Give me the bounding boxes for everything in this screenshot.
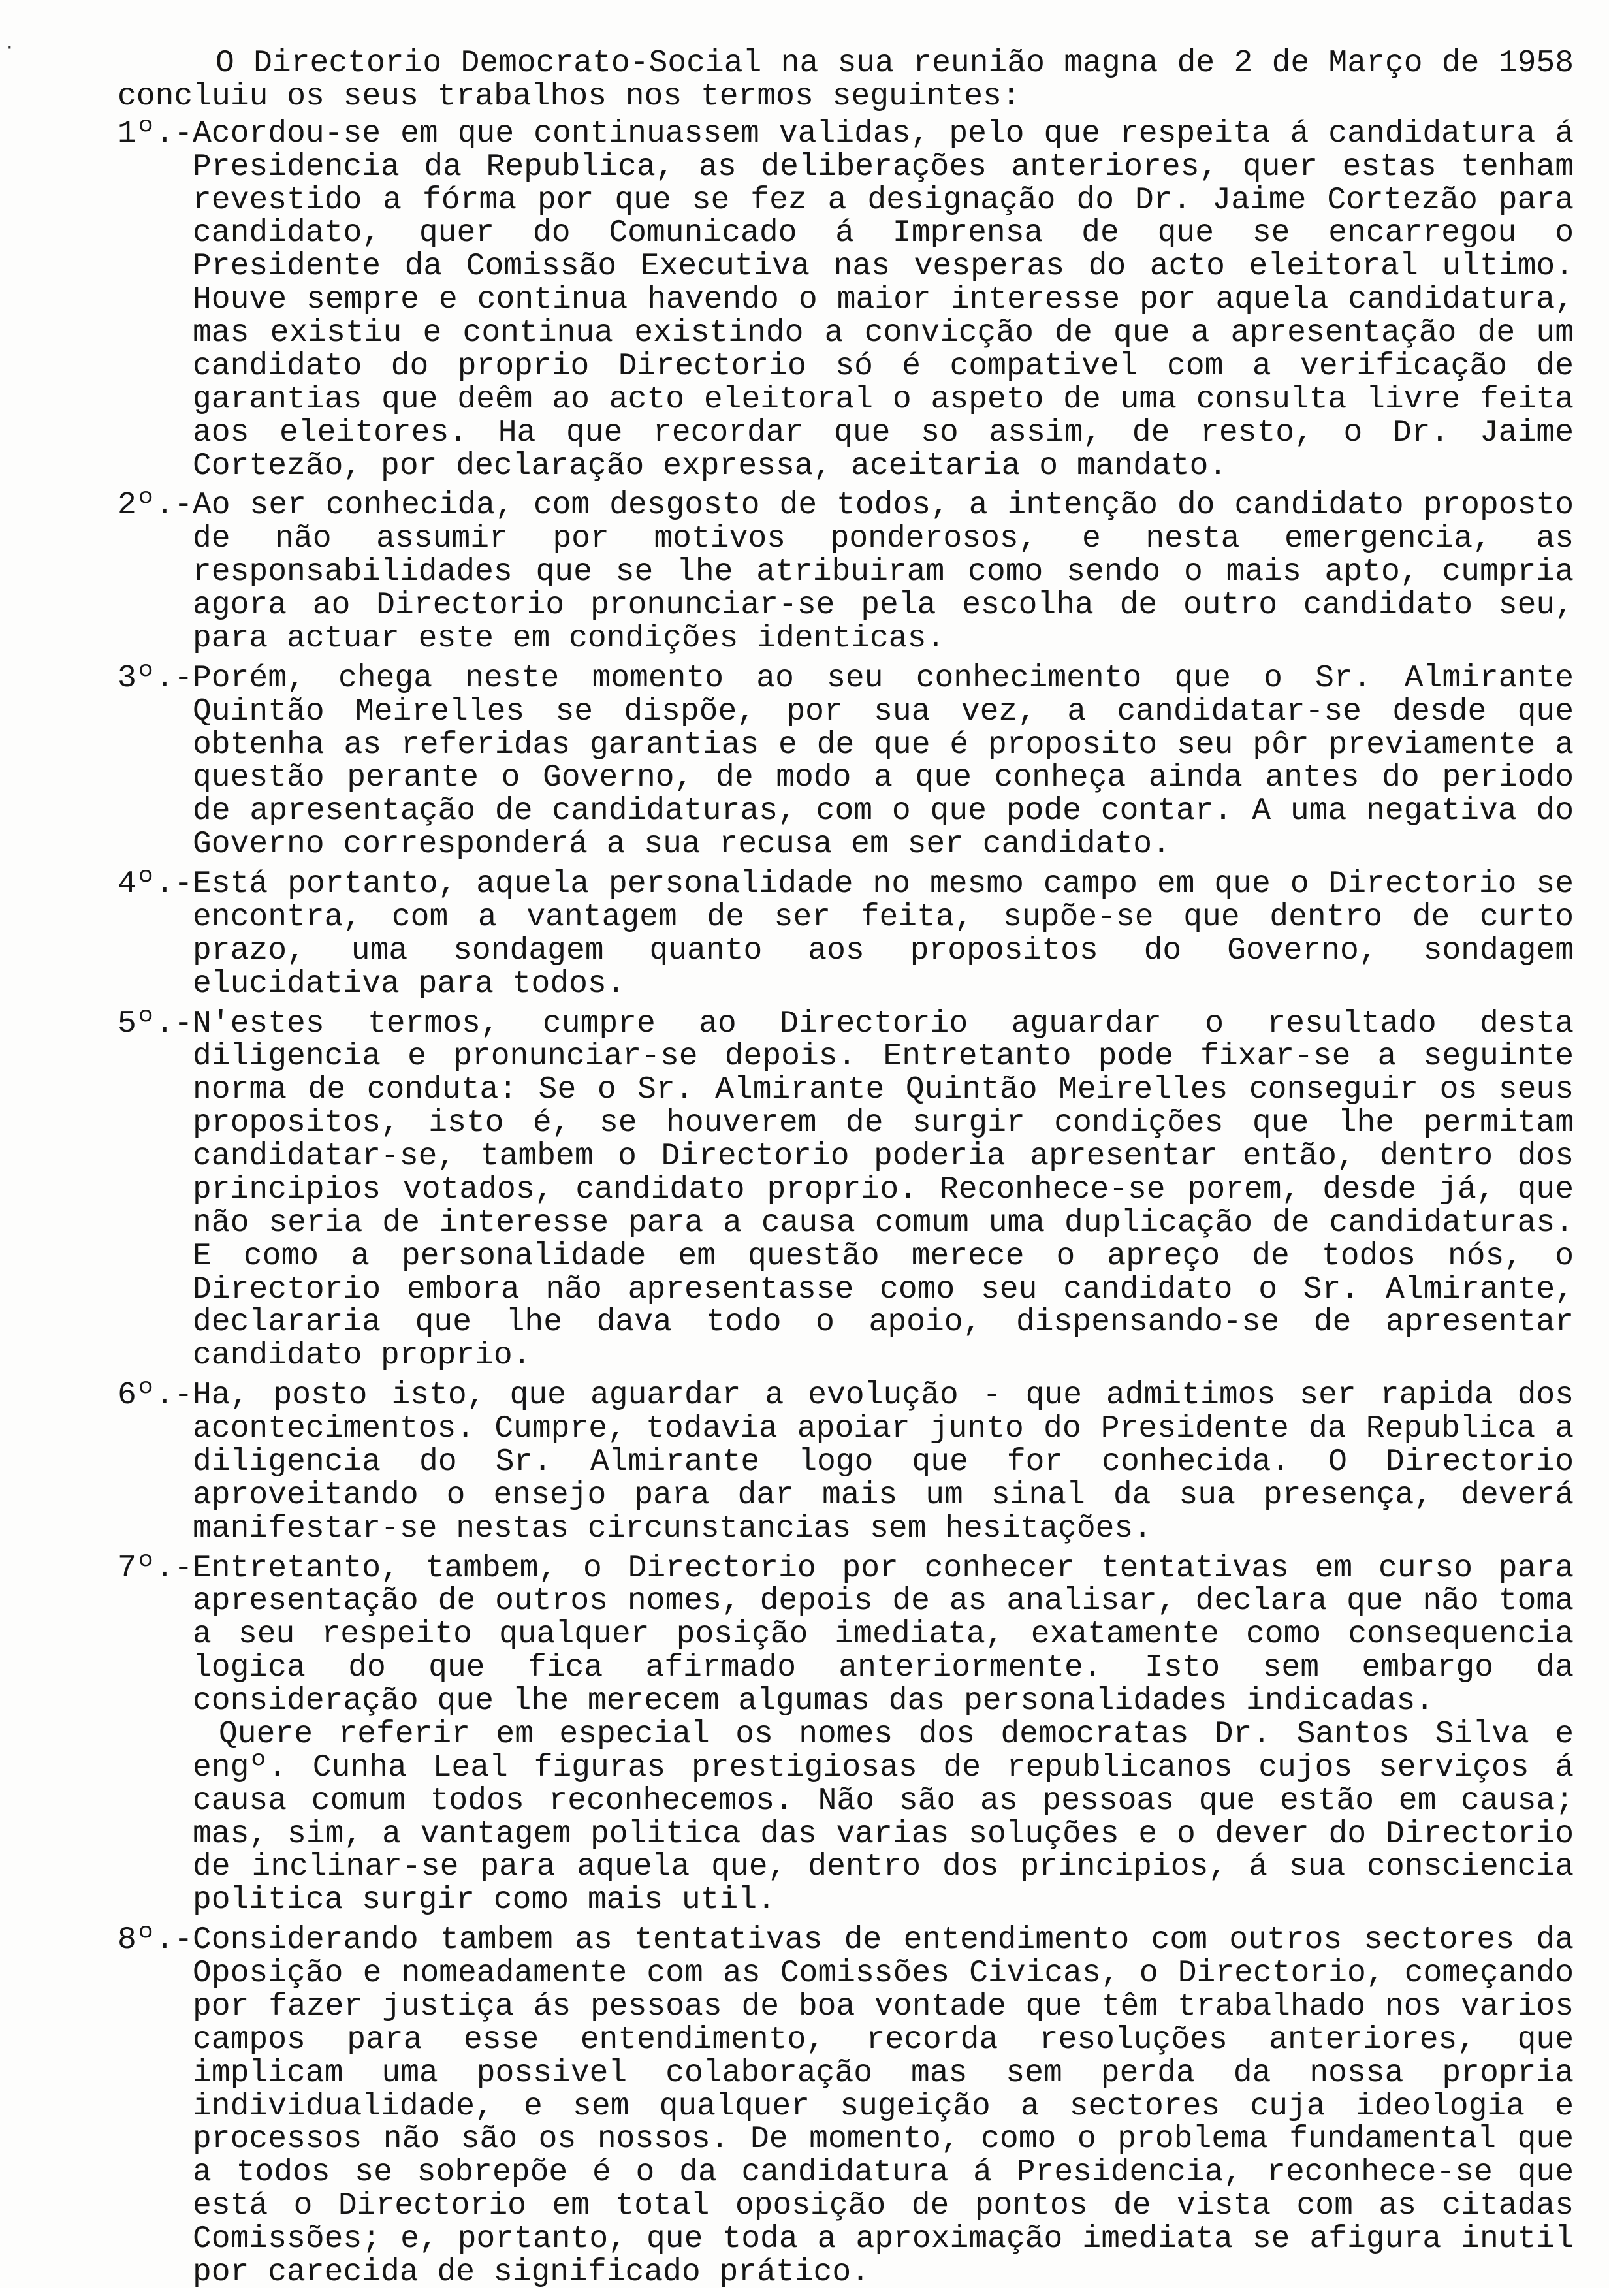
paragraph-number: 6º.-: [118, 1378, 193, 1414]
paragraph-text: Acordou-se em que continuassem validas, pelo que respeita á candidatura á Presidencia da Republica, as deliberações anteriores, quer estas tenham revestido a fórma por que se fez a designação do Dr. Jaime Cortezão para candidato, quer do Comunicado á Imprensa de que se encarregou o Presidente da Comissão Executiva nas vesperas do acto eleitoral ultimo. Houve sempre e continua havendo o maior interesse por aquela candidatura, mas existiu e continua existindo a convicção de que a apresentação de um candidato do proprio Directorio só é compativel com a verificação de garantias que deêm ao acto eleitoral o aspeto de uma consulta livre feita aos eleitores. Ha que recordar que so assim, de resto, o Dr. Jaime Cortezão, por declaração expressa, aceitaria o mandato.: [193, 116, 1574, 484]
margin-mark: ·: [7, 37, 13, 59]
numbered-paragraph-3: [118, 662, 1574, 861]
paragraph-text: Ao ser conhecida, com desgosto de todos, a intenção do candidato proposto de não assumir por motivos ponderosos, e nesta emergencia, as responsabilidades que se lhe atribuiram como sendo o mais apto, cumpria agora ao Directorio pronunciar-se pela escolha de outro candidato seu, para actuar este em condições identicas.: [193, 488, 1574, 656]
numbered-paragraph-2: [118, 489, 1574, 655]
numbered-paragraph-1: [118, 118, 1574, 483]
numbered-paragraph-7: [118, 1552, 1574, 1918]
numbered-paragraph-6: [118, 1379, 1574, 1545]
intro-paragraph: O Directorio Democrato-Social na sua reunião magna de 2 de Março de 1958 concluiu os seus trabalhos nos termos seguintes:: [118, 46, 1574, 114]
numbered-paragraph-8: [118, 1924, 1574, 2289]
paragraph-text: Entretanto, tambem, o Directorio por conhecer tentativas em curso para apresentação de outros nomes, depois de as analisar, declara que não toma a seu respeito qualquer posição imediata, exatamente como consequencia logica do que fica afirmado anteriormente. Isto sem embargo da consideração que lhe merecem algumas das personalidades indicadas.: [193, 1550, 1574, 1719]
paragraph-number: 5º.-: [118, 1006, 193, 1042]
typed-document: [118, 47, 1574, 2296]
paragraph-number: 3º.-: [118, 660, 193, 696]
paragraph-number: 2º.-: [118, 488, 193, 524]
paragraph-text: N'estes termos, cumpre ao Directorio aguardar o resultado desta diligencia e pronunciar-se depois. Entretanto pode fixar-se a seguinte norma de conduta: Se o Sr. Almirante Quintão Meirelles conseguir os seus propositos, isto é, se houverem de surgir condições que lhe permitam candidatar-se, tambem o Directorio poderia apresentar então, dentro dos principios votados, candidato proprio. Reconhece-se porem, desde já, que não seria de interesse para a causa comum uma duplicação de candidaturas. E como a personalidade em questão merece o apreço de todos nós, o Directorio embora não apresentasse como seu candidato o Sr. Almirante, declararia que lhe dava todo o apoio, dispensando-se de apresentar candidato proprio.: [193, 1006, 1574, 1374]
paragraph-text-continued: Quere referir em especial os nomes dos democratas Dr. Santos Silva e engº. Cunha Leal figuras prestigiosas de republicanos cujos serviços á causa comum todos reconhecemos. Não são as pessoas que estão em causa; mas, sim, a vantagem politica das varias soluções e o dever do Directorio de inclinar-se para aquela que, dentro dos principios, á sua consciencia politica surgir como mais util.: [193, 1716, 1574, 1919]
numbered-paragraph-5: [118, 1008, 1574, 1373]
paragraph-number: 1º.-: [118, 116, 193, 151]
paragraph-text: Está portanto, aquela personalidade no mesmo campo em que o Directorio se encontra, com a vantagem de ser feita, supõe-se que dentro de curto prazo, uma sondagem quanto aos propositos do Governo, sondagem elucidativa para todos.: [193, 867, 1574, 1002]
paragraph-text: Considerando tambem as tentativas de entendimento com outros sectores da Oposição e nomeadamente com as Comissões Civicas, o Directorio, começando por fazer justiça ás pessoas de boa vontade que têm trabalhado nos varios campos para esse entendimento, recorda resoluções anteriores, que implicam uma possivel colaboração mas sem perda da nossa propria individualidade, e sem qualquer sugeição a sectores cuja ideologia e processos não são os nossos. De momento, como o problema fundamental que a todos se sobrepõe é o da candidatura á Presidencia, reconhece-se que está o Directorio em total oposição de pontos de vista com as citadas Comissões; e, portanto, que toda a aproximação imediata se afigura inutil por carecida de significado prático.: [193, 1922, 1574, 2290]
paragraph-text: Ha, posto isto, que aguardar a evolução - que admitimos ser rapida dos acontecimentos. Cumpre, todavia apoiar junto do Presidente da Republica a diligencia do Sr. Almirante logo que for conhecida. O Directorio aproveitando o ensejo para dar mais um sinal da sua presença, deverá manifestar-se nestas circunstancias sem hesitações.: [193, 1378, 1574, 1546]
paragraph-text: Porém, chega neste momento ao seu conhecimento que o Sr. Almirante Quintão Meirelles se dispõe, por sua vez, a candidatar-se desde que obtenha as referidas garantias e de que é proposito seu pôr previamente a questão perante o Governo, de modo a que conheça ainda antes do periodo de apresentação de candidaturas, com o que pode contar. A uma negativa do Governo corresponderá a sua recusa em ser candidato.: [193, 660, 1574, 863]
paragraph-number: 4º.-: [118, 867, 193, 902]
paragraph-number: 8º.-: [118, 1922, 193, 1958]
numbered-paragraph-4: [118, 868, 1574, 1001]
paragraph-number: 7º.-: [118, 1550, 193, 1586]
